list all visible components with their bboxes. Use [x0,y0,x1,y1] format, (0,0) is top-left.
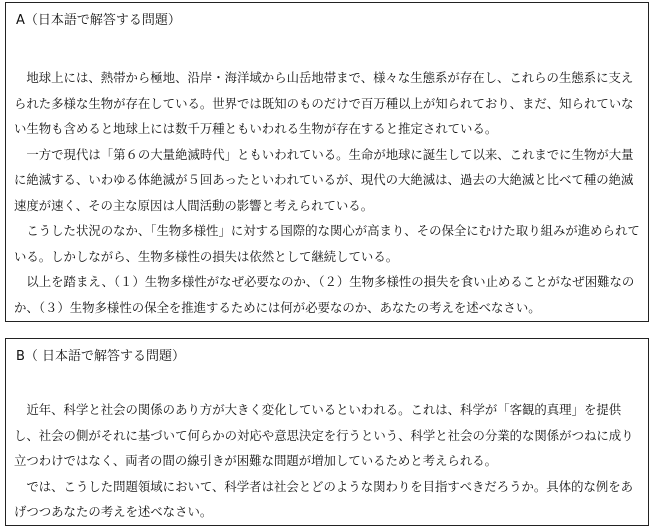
question-b-paragraph-1: 近年、科学と社会の関係のあり方が大きく変化しているといわれる。これは、科学が「客観的真理」を提供し、社会の側がそれに基づいて何らかの対応や意思決定を行うという、科学と社会の分業的な関係がつねに成り立つわけではなく、両者の間の線引きが困難な問題が増加しているためと考えられる。 [14,402,634,468]
question-b-paragraph-2: では、こうした問題領域において、科学者は社会とどのような関わりを目指すべきだろうか。具体的な例をあげつつあなたの考えを述べなさい。 [14,478,634,519]
question-b-title: B（ 日本語で解答する問題） [16,349,186,364]
question-a-title: A（日本語で解答する問題） [16,13,181,28]
question-a-body [14,65,640,320]
question-b-body [14,397,640,525]
question-a-paragraph-3: こうした状況のなか、「生物多様性」に対する国際的な関心が高まり、その保全にむけた取り組みが進められている。しかしながら、生物多様性の損失は依然として継続している。 [14,223,640,264]
question-a-paragraph-1: 地球上には、熱帯から極地、沿岸・海洋域から山岳地帯まで、様々な生態系が存在し、これらの生態系に支えられた多様な生物が存在している。世界では既知のものだけで百万種以上が知られており、まだ、知られていない生物も含めると地球上には数千万種ともいわれる生物が存在すると推定されている。 [14,70,634,136]
question-b-box [5,338,649,526]
question-a-paragraph-2: 一方で現代は「第６の大量絶滅時代」ともいわれている。生命が地球に誕生して以来、これまでに生物が大量に絶滅する、いわゆる体絶滅が５回あったといわれているが、現代の大絶滅は、過去の大絶滅と比べて種の絶滅速度が速く、その主な原因は人間活動の影響と考えられている。 [14,146,634,213]
question-a-paragraph-4: 以上を踏まえ、（１）生物多様性がなぜ必要なのか、（２）生物多様性の損失を食い止めることがなぜ困難なのか、（３）生物多様性の保全を推進するためには何が必要なのか、あなたの考えを述べなさい。 [14,274,635,315]
question-a-box [5,2,649,322]
